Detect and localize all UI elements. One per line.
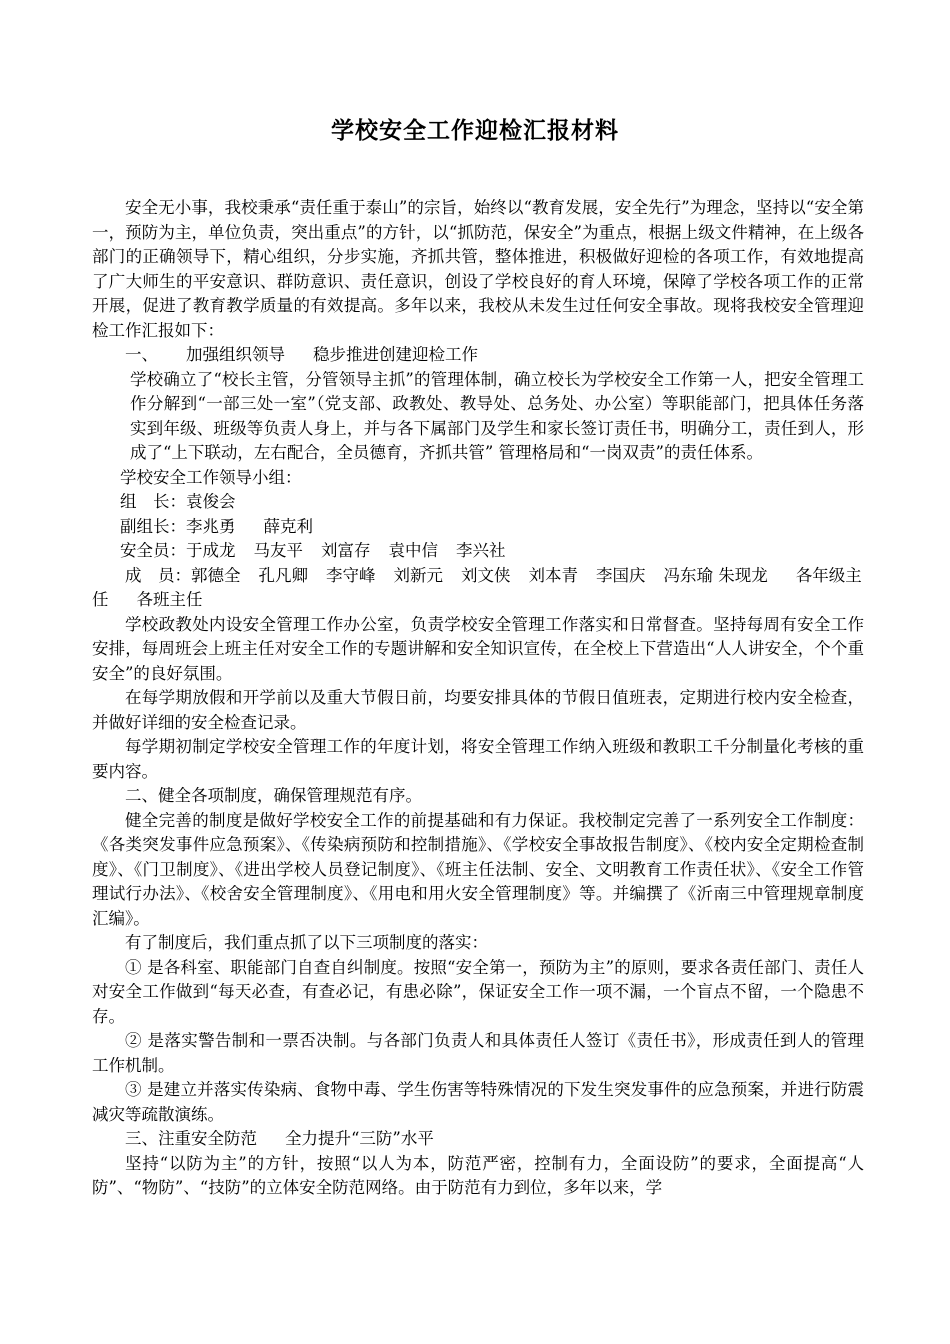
section-2-paragraph: 健全完善的制度是做好学校安全工作的前提基础和有力保证。我校制定完善了一系列安全工作制度：《各类突发事件应急预案》、《传染病预防和控制措施》、《学校安全事故报告制度》、《校内安全定期检查制度》、《门卫制度》、《进出学校人员登记制度》、《班主任法制、安全、文明教育工作责任状》、《安全工作管理试行办法》、《校舍安全管理制度》、《用电和用火安全管理制度》等。并编撰了《沂南三中管理规章制度汇编》。 — [92, 810, 864, 928]
safety-label: 安全员： — [120, 541, 186, 560]
leader-label: 组 长： — [120, 492, 186, 511]
member-name: 刘本青 — [528, 565, 578, 585]
section-3-heading-a: 三、注重安全防范 — [125, 1129, 257, 1148]
safety-name: 刘富存 — [321, 541, 371, 560]
member-name: 孔凡卿 — [258, 565, 308, 585]
safety-name: 马友平 — [253, 541, 303, 560]
section-3-heading — [92, 1127, 864, 1152]
member-name: 冯东瑜 朱现龙 — [663, 565, 768, 585]
intro-paragraph: 安全无小事，我校秉承“责任重于泰山”的宗旨，始终以“教育发展，安全先行”为理念，坚持以“安全第一，预防为主，单位负责，突出重点”的方针，以“抓防范，保安全”为重点，根据上级文件精神，在上级各部门的正确领导下，精心组织，分步实施，齐抓共管，整体推进，积极做好迎检的各项工作，有效地提高了广大师生的平安意识、群防意识、责任意识，创设了学校良好的育人环境，保障了学校各项工作的正常开展，促进了教育教学质量的有效提高。多年以来，我校从未发生过任何安全事故。现将我校安全管理迎检工作汇报如下： — [92, 198, 864, 340]
section-1-heading — [92, 343, 864, 368]
section-1-heading-b: 稳步推进创建迎检工作 — [313, 345, 478, 364]
section-3-heading-b: 全力提升“三防”水平 — [285, 1129, 434, 1148]
group-title: 学校安全工作领导小组： — [120, 467, 302, 487]
members-label: 成 员： — [125, 565, 191, 585]
member-name: 刘新元 — [393, 565, 443, 585]
section-1-paragraph-3: 在每学期放假和开学前以及重大节假日前，均要安排具体的节假日值班表，定期进行校内安全检查，并做好详细的安全检查记录。 — [92, 688, 864, 732]
member-name: 各班主任 — [136, 590, 203, 609]
member-name: 各年级主任 — [92, 565, 862, 609]
section-1-paragraph: 学校确立了“校长主管，分管领导主抓”的管理体制，确立校长为学校安全工作第一人，把安全管理工作分解到“一部三处一室”（党支部、政教处、教导处、总务处、办公室）等职能部门，把具体任务落实到年级、班级等负责人身上，并与各下属部门及学生和家长签订责任书，明确分工，责任到人，形成了“上下联动，左右配合，全员德育，齐抓共管” 管理格局和“一岗双责”的责任体系。 — [130, 369, 864, 462]
deputy-name: 李兆勇 — [186, 516, 236, 536]
section-2-heading: 二、健全各项制度，确保管理规范有序。 — [125, 786, 422, 805]
section-1-paragraph-4: 每学期初制定学校安全管理工作的年度计划，将安全管理工作纳入班级和教职工千分制量化考核的重要内容。 — [92, 737, 864, 781]
section-1-paragraph-2: 学校政教处内设安全管理工作办公室，负责学校安全管理工作落实和日常督查。坚持每周有安全工作安排，每周班会上班主任对安全工作的专题讲解和安全知识宣传，在全校上下营造出“人人讲安全，个个重安全”的良好氛围。 — [92, 614, 864, 683]
member-name: 郭德全 — [191, 565, 241, 585]
safety-name: 袁中信 — [388, 541, 438, 560]
section-2-item: ② 是落实警告制和一票否决制。与各部门负责人和具体责任人签订《责任书》，形成责任到人的管理工作机制。 — [92, 1031, 864, 1075]
member-name: 李守峰 — [326, 565, 376, 585]
safety-line — [92, 539, 864, 564]
section-2-item: ③ 是建立并落实传染病、食物中毒、学生伤害等特殊情况的下发生突发事件的应急预案，并进行防震减灾等疏散演练。 — [92, 1080, 864, 1124]
document-title: 学校安全工作迎检汇报材料 — [331, 117, 619, 144]
section-1-heading-a: 加强组织领导 — [186, 345, 285, 364]
section-2-paragraph-2: 有了制度后，我们重点抓了以下三项制度的落实： — [125, 933, 488, 952]
member-name: 李国庆 — [596, 565, 646, 585]
deputy-line — [92, 515, 864, 540]
deputy-label: 副组长： — [120, 516, 186, 536]
leader-name: 袁俊会 — [186, 492, 236, 511]
section-2-item: ① 是各科室、职能部门自查自纠制度。按照“安全第一，预防为主”的原则，要求各责任部门、责任人对安全工作做到“每天必查，有查必记，有患必除”，保证安全工作一项不漏，一个盲点不留，一个隐患不存。 — [92, 957, 864, 1026]
section-1-number: 一、 — [125, 345, 158, 364]
safety-name: 于成龙 — [186, 541, 236, 560]
leader-line — [92, 490, 864, 515]
member-name: 刘文侠 — [461, 565, 511, 585]
deputy-name: 薛克利 — [263, 516, 313, 536]
document-body — [92, 196, 864, 1201]
safety-name: 李兴社 — [456, 541, 506, 560]
members-line — [92, 564, 864, 613]
section-3-paragraph: 坚持“以防为主”的方针，按照“以人为本，防范严密，控制有力，全面设防”的要求，全面提高“人防”、“物防”、“技防”的立体安全防范网络。由于防范有力到位，多年以来，学 — [92, 1153, 864, 1197]
